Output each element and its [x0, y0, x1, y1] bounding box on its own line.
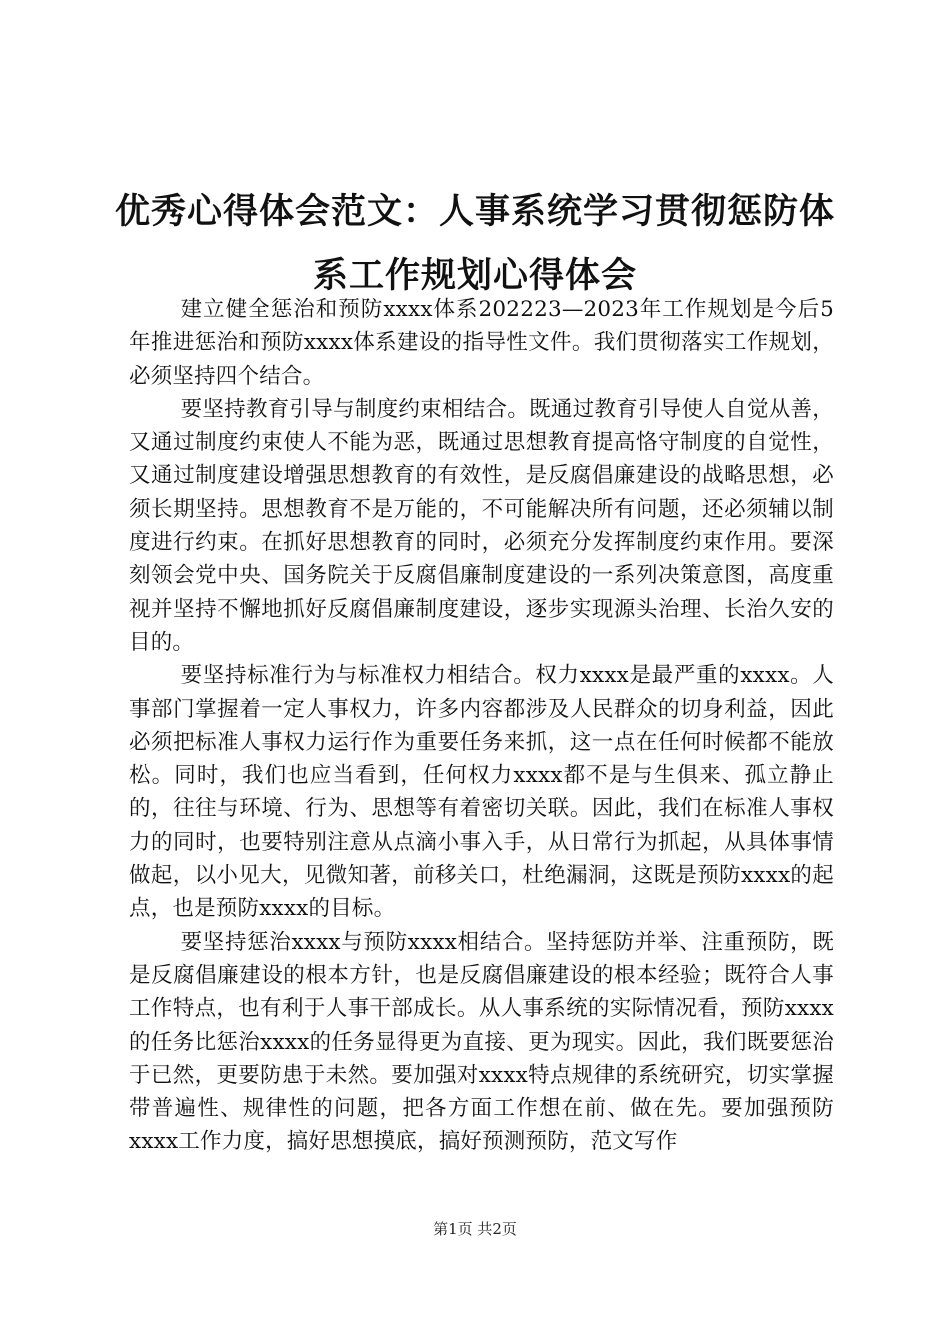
paragraph-education-and-rules: 要坚持教育引导与制度约束相结合。既通过教育引导使人自觉从善，又通过制度约束使人不能为恶，既通过思想教育提高恪守制度的自觉性，又通过制度建设增强思想教育的有效性，是反腐倡廉建设的战略思想，必须长期坚持。思想教育不是万能的，不可能解决所有问题，还必须辅以制度进行约束。在抓好思想教育的同时，必须充分发挥制度约束作用。要深刻领会党中央、国务院关于反腐倡廉制度建设的一系列决策意图，高度重视并坚持不懈地抓好反腐倡廉制度建设，逐步实现源头治理、长治久安的目的。: [129, 396, 834, 655]
paragraph-intro: 建立健全惩治和预防xxxx体系202223—2023年工作规划是今后5年推进惩治和预防xxxx体系建设的指导性文件。我们贯彻落实工作规划，必须坚持四个结合。: [129, 297, 834, 389]
paragraph-punishment-and-prevention: 要坚持惩治xxxx与预防xxxx相结合。坚持惩防并举、注重预防，既是反腐倡廉建设的根本方针，也是反腐倡廉建设的根本经验；既符合人事工作特点，也有利于人事干部成长。从人事系统的实际情况看，预防xxxx的任务比惩治xxxx的任务显得更为直接、更为现实。因此，我们既要惩治于已然，更要防患于未然。要加强对xxxx特点规律的系统研究，切实掌握带普遍性、规律性的问题，把各方面工作想在前、做在先。要加强预防xxxx工作力度，搞好思想摸底，搞好预测预防，范文写作: [129, 929, 834, 1155]
document-title: 优秀心得体会范文：人事系统学习贯彻惩防体系工作规划心得体会: [114, 192, 835, 296]
page-number-footer: 第1页 共2页: [433, 1220, 517, 1238]
paragraph-standard-behavior-and-power: 要坚持标准行为与标准权力相结合。权力xxxx是最严重的xxxx。人事部门掌握着一定人事权力，许多内容都涉及人民群众的切身利益，因此必须把标准人事权力运行作为重要任务来抓，这一点在任何时候都不能放松。同时，我们也应当看到，任何权力xxxx都不是与生俱来、孤立静止的，往往与环境、行为、思想等有着密切关联。因此，我们在标准人事权力的同时，也要特别注意从点滴小事入手，从日常行为抓起，从具体事情做起，以小见大，见微知著，前移关口，杜绝漏洞，这既是预防xxxx的起点，也是预防xxxx的目标。: [129, 663, 834, 922]
document-body: [129, 293, 834, 1159]
